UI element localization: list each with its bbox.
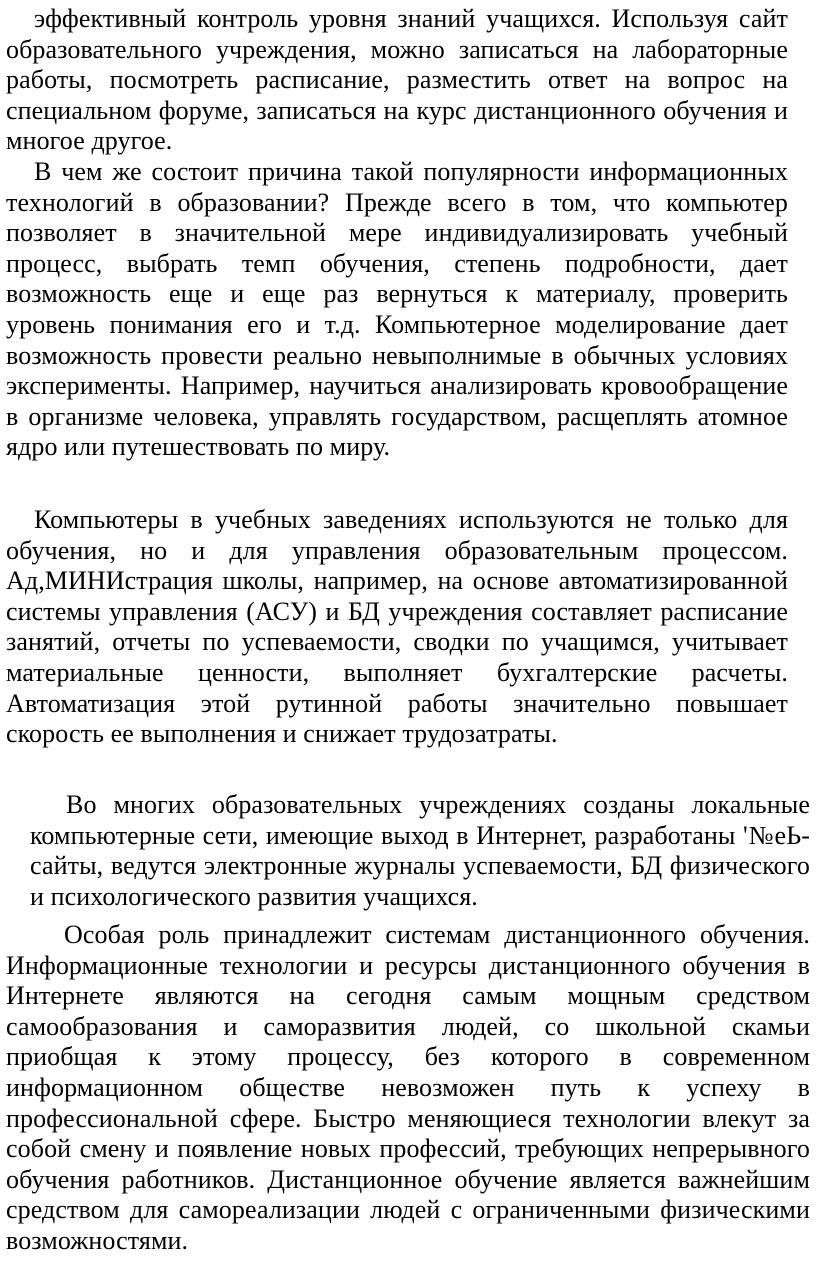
paragraph-local-networks: Во многих образовательных учреждениях созданы локальные компьютерные сети, имеющие выход в Интернет, разработаны '№еЬ-сайты, ведутся электронные журналы успеваемости, БД физического и психологического развития учащихся. — [30, 790, 810, 911]
paragraph-distance-learning: Особая роль принадлежит системам дистанционного обучения. Информационные технологии и ресурсы дистанционного обучения в Интернете являются на сегодня самым мощным средством самообразования и саморазвития людей, со школьной скамьи приобщая к этому процессу, без которого в современном информационном обществе невозможен путь к успеху в профессиональной сфере. Быстро меняющиеся технологии влекут за собой смену и появление новых профессий, требующих непрерывного обучения работников. Дистанционное обучение является важнейшим средством для самореализации людей с ограниченными физическими возможностями. — [6, 920, 810, 1255]
paragraph-school-management: Компьютеры в учебных заведениях используются не только для обучения, но и для управления образовательным процессом. Ад,МИНИстрация школы, например, на основе автоматизированной системы управления (АСУ) и БД учреждения составляет расписание занятий, отчеты по успеваемости, сводки по учащимся, учитывает материальные ценности, выполняет бухгалтерские расчеты. Автоматизация этой рутинной работы значительно повышает скорость ее выполнения и снижает трудозатраты. — [6, 505, 788, 749]
paragraph-web-site-usage: эффективный контроль уровня знаний учащихся. Используя сайт образовательного учреждения, можно записаться на лабораторные работы, посмотреть расписание, разместить ответ на вопрос на специальном форуме, записаться на курс дистанционного обучения и многое другое. — [6, 4, 788, 156]
paragraph-it-popularity: В чем же состоит причина такой популярности информационных технологий в образовании? Прежде всего в том, что компьютер позволяет в значительной мере индивидуализировать учебный процесс, выбрать темп обучения, степень подробности, дает возможность еще и еще раз вернуться к материалу, проверить уровень понимания его и т.д. Компьютерное моделирование дает возможность провести реально невыполнимые в обычных условиях эксперименты. Например, научиться анализировать кровообращение в организме человека, управлять государством, расщеплять атомное ядро или путешествовать по миру. — [6, 157, 788, 462]
